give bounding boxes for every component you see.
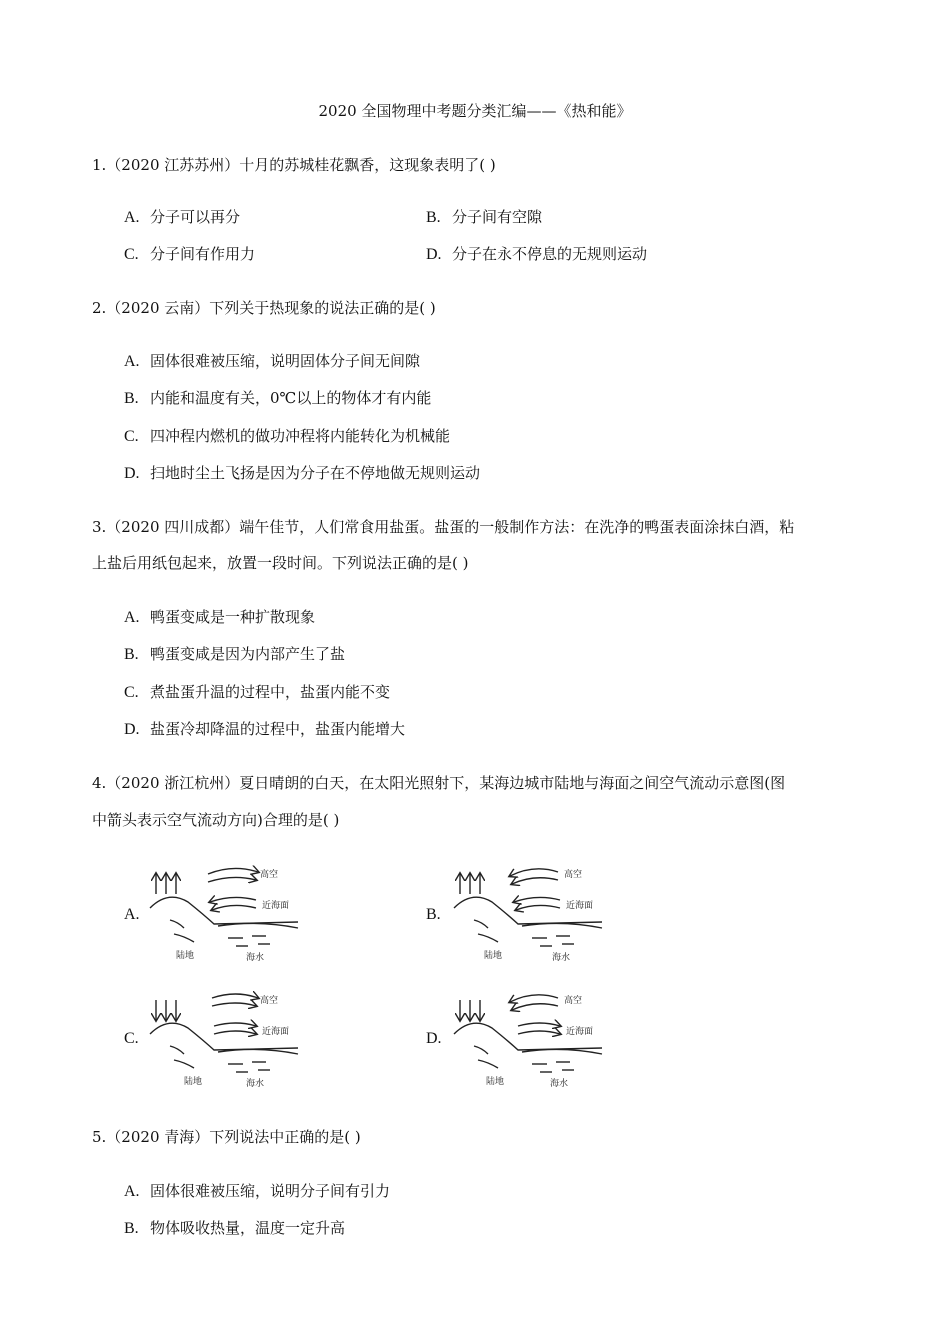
label-land: 陆地 xyxy=(176,951,195,961)
figure-a xyxy=(148,862,318,962)
label-near-sea: 近海面 xyxy=(262,1027,290,1037)
question-stem-line-2: 中箭头表示空气流动方向)合理的是( ) xyxy=(92,811,340,829)
label-high: 高空 xyxy=(564,870,583,880)
figure-c xyxy=(148,988,318,1088)
option-a: A. 分子可以再分 xyxy=(124,208,241,226)
label-land: 陆地 xyxy=(184,1077,203,1087)
figure-c-letter: C. xyxy=(124,1030,139,1047)
option-a: A. 固体很难被压缩，说明分子间有引力 xyxy=(124,1182,391,1200)
label-land: 陆地 xyxy=(486,1077,505,1087)
option-a: A. 固体很难被压缩，说明固体分子间无间隙 xyxy=(124,352,421,370)
label-high: 高空 xyxy=(260,996,279,1006)
label-sea: 海水 xyxy=(246,953,265,962)
question-stem-line-1: 3.（2020 四川成都）端午佳节，人们常食用盐蛋。盐蛋的一般制作方法：在洗净的鸭蛋表面涂抹白酒，粘 xyxy=(92,518,795,536)
option-c: C. 四冲程内燃机的做功冲程将内能转化为机械能 xyxy=(124,427,451,445)
label-high: 高空 xyxy=(564,996,583,1006)
question-stem: 5.（2020 青海）下列说法中正确的是( ) xyxy=(92,1128,361,1146)
question-stem: 1.（2020 江苏苏州）十月的苏城桂花飘香，这现象表明了( ) xyxy=(92,156,496,174)
label-near-sea: 近海面 xyxy=(262,901,290,911)
page-title: 2020 全国物理中考题分类汇编——《热和能》 xyxy=(318,102,632,120)
label-high: 高空 xyxy=(260,870,279,880)
figure-d-letter: D. xyxy=(426,1030,442,1047)
sea-breeze-diagram-d xyxy=(452,988,622,1088)
option-b: B. 内能和温度有关，0℃以上的物体才有内能 xyxy=(124,389,432,407)
option-b: B. 鸭蛋变咸是因为内部产生了盐 xyxy=(124,645,346,663)
question-stem-line-2: 上盐后用纸包起来，放置一段时间。下列说法正确的是( ) xyxy=(92,554,469,572)
option-d: D. 盐蛋冷却降温的过程中，盐蛋内能增大 xyxy=(124,720,406,738)
label-near-sea: 近海面 xyxy=(566,901,594,911)
sea-breeze-diagram-c xyxy=(148,988,318,1088)
label-land: 陆地 xyxy=(484,951,503,961)
figure-a-letter: A. xyxy=(124,906,140,923)
label-sea: 海水 xyxy=(552,953,571,962)
label-sea: 海水 xyxy=(550,1079,569,1088)
figure-d xyxy=(452,988,622,1088)
option-d: D. 扫地时尘土飞扬是因为分子在不停地做无规则运动 xyxy=(124,464,481,482)
sea-breeze-diagram-b xyxy=(452,862,622,962)
question-stem: 2.（2020 云南）下列关于热现象的说法正确的是( ) xyxy=(92,299,436,317)
option-c: C. 分子间有作用力 xyxy=(124,245,256,263)
question-stem-line-1: 4.（2020 浙江杭州）夏日晴朗的白天，在太阳光照射下，某海边城市陆地与海面之间空气流动示意图(图 xyxy=(92,774,786,792)
option-b: B. 分子间有空隙 xyxy=(426,208,543,226)
figure-b xyxy=(452,862,622,962)
option-d: D. 分子在永不停息的无规则运动 xyxy=(426,245,648,263)
option-b: B. 物体吸收热量，温度一定升高 xyxy=(124,1219,346,1237)
figure-b-letter: B. xyxy=(426,906,441,923)
option-a: A. 鸭蛋变咸是一种扩散现象 xyxy=(124,608,316,626)
option-c: C. 煮盐蛋升温的过程中，盐蛋内能不变 xyxy=(124,683,391,701)
label-sea: 海水 xyxy=(246,1079,265,1088)
label-near-sea: 近海面 xyxy=(566,1027,594,1037)
sea-breeze-diagram-a xyxy=(148,862,318,962)
